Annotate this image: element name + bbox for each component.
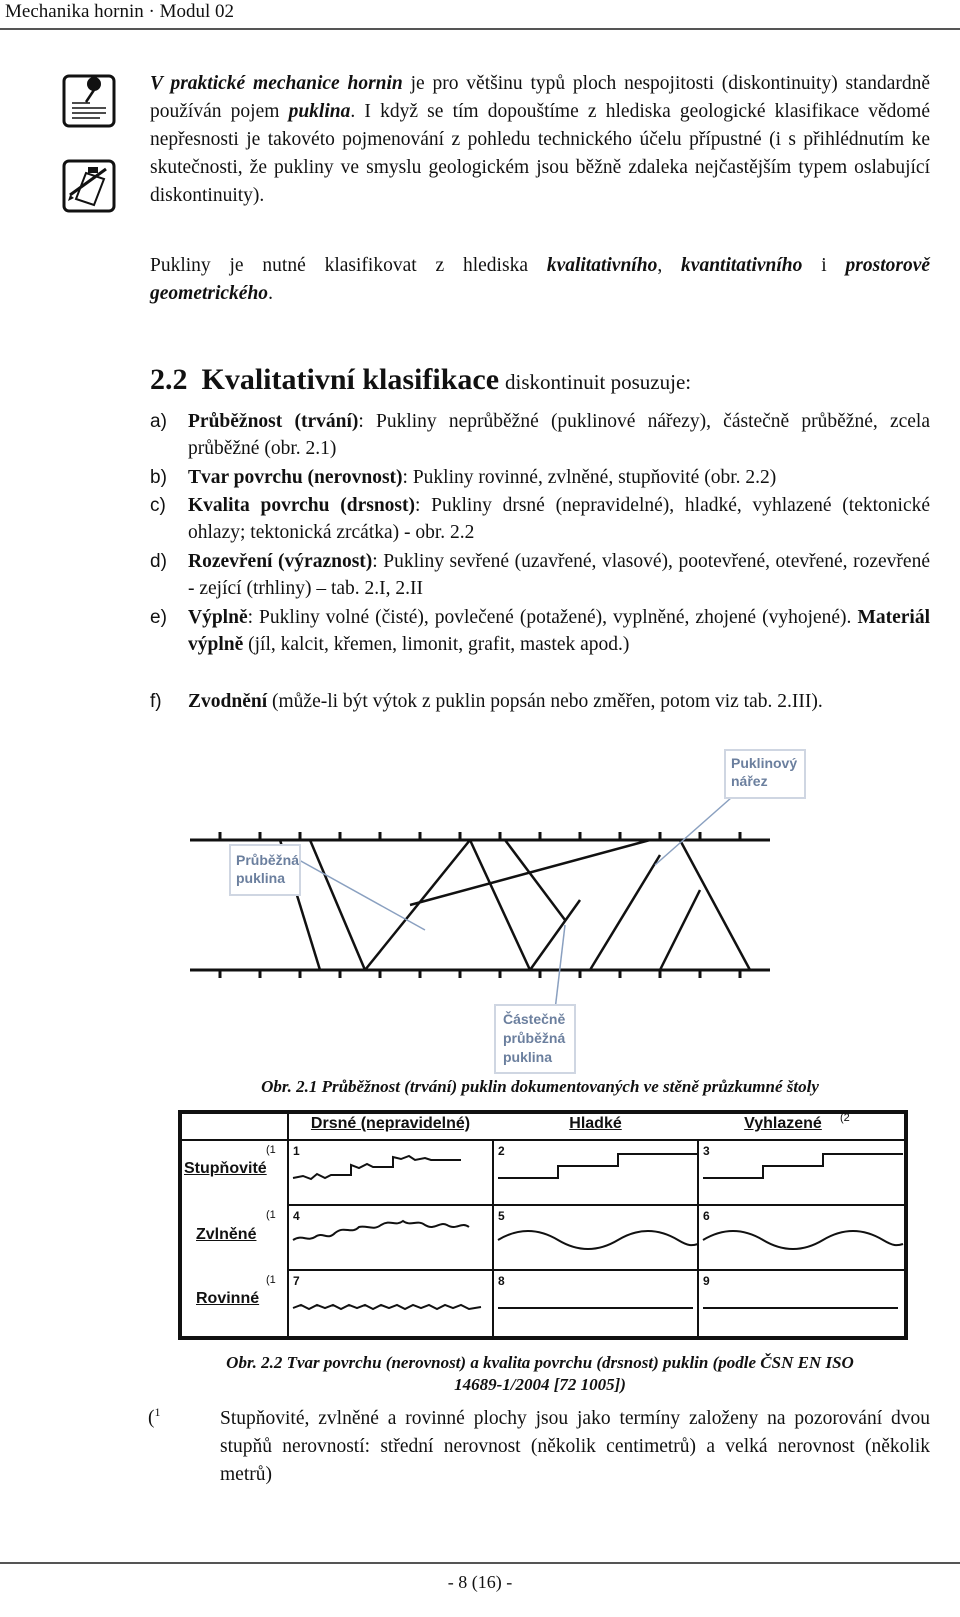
list-label: Kvalita povrchu (drsnost)	[188, 495, 415, 516]
section-subtitle: diskontinuit posuzuje:	[505, 370, 692, 394]
footnote-paren: (	[148, 1407, 155, 1429]
cell-number: 5	[498, 1209, 505, 1223]
section-number: 2.2	[150, 363, 188, 396]
figure-roughness-table	[178, 1110, 908, 1340]
intro-text-a: je pro většinu typů ploch nespojitosti (diskontinuity) standardně používán pojem	[150, 73, 931, 122]
figure2-caption-line2: 14689-1/2004 [72 1005])	[454, 1375, 626, 1394]
figure-continuity	[160, 740, 820, 1075]
footnote-text: Stupňovité, zvlněné a rovinné plochy jsou jako termíny založeny na pozorování dvou stupňů nerovností: střední nerovnost (několik centimetrů) a velká nerovnost (několik metrů)	[220, 1408, 930, 1485]
list-label: Průběžnost (trvání)	[188, 411, 359, 432]
header-rule	[0, 28, 960, 30]
list-text: : Pukliny neprůběžné (puklinové nářezy), částečně průběžné, zcela průběžné (obr. 2.1)	[188, 411, 930, 459]
list-text: : Pukliny drsné (nepravidelné), hladké, vyhlazené (tektonické ohlazy; tektonická zrcátka) - obr. 2.2	[188, 495, 930, 543]
list-item	[150, 492, 930, 546]
cell-number: 8	[498, 1274, 505, 1288]
label-line: Částečně	[503, 1011, 566, 1027]
cell-number: 3	[703, 1144, 710, 1158]
cell-number: 4	[293, 1209, 300, 1223]
cell-number: 7	[293, 1274, 300, 1288]
cell-number: 9	[703, 1274, 710, 1288]
cell-number: 2	[498, 1144, 505, 1158]
footnote-number: 1	[154, 1405, 161, 1419]
list-text: : Pukliny sevřené (uzavřené, vlasové), pootevřené, otevřené, rozevřené - zející (trhliny) – tab. 2.I, 2.II	[188, 551, 930, 599]
list-item	[150, 464, 930, 491]
list-item	[150, 688, 930, 715]
classification-text-a: Pukliny je nutné klasifikovat z hlediska	[150, 255, 547, 276]
list-letter: f)	[150, 691, 162, 712]
list-item	[150, 548, 930, 602]
list-letter: d)	[150, 551, 167, 572]
list-text-secondary: (jíl, kalcit, křemen, limonit, grafit, mastek apod.)	[243, 634, 630, 655]
list-label: Zvodnění	[188, 691, 268, 712]
intro-paragraph	[150, 70, 930, 210]
label-line: Puklinový	[731, 755, 798, 771]
column-header-smooth: Hladké	[569, 1115, 622, 1132]
header-title: Mechanika hornin · Modul 02	[5, 1, 235, 22]
pushpin-note-icon	[60, 70, 120, 130]
page-number: - 8 (16) -	[447, 1572, 513, 1592]
list-letter: e)	[150, 607, 167, 628]
page-header	[0, 0, 960, 44]
row-footnote-mark: (1	[266, 1144, 276, 1156]
label-line: průběžná	[503, 1030, 566, 1046]
column-footnote-mark: (2	[840, 1112, 850, 1124]
intro-text-b: . I když se tím dopouštíme z hlediska geologické klasifikace vědomé nepřesnosti je takovéto pojmenování z pohledu technického účelu přípustné (i s přihlédnutím ke skutečnosti, že pukliny ve smyslu geologickém jsou běžně zdaleka nejčastějším typem oslabující diskontinuity).	[150, 101, 931, 206]
figure2-caption-line1: Obr. 2.2 Tvar povrchu (nerovnost) a kvalita povrchu (drsnost) puklin (podle ČSN EN ISO	[226, 1353, 854, 1372]
list-label-secondary: Materiál výplně	[188, 607, 930, 655]
label-line: puklina	[503, 1049, 553, 1065]
section-heading	[150, 360, 930, 402]
list-text: (může-li být výtok z puklin popsán nebo změřen, potom viz tab. 2.III).	[267, 691, 823, 712]
classification-paragraph	[150, 252, 930, 308]
label-prubezna-puklina	[236, 851, 299, 887]
figure1-caption: Obr. 2.1 Průběžnost (trvání) puklin dokumentovaných ve stěně průzkumné štoly	[261, 1077, 819, 1096]
label-line: nářez	[731, 773, 768, 789]
list-letter: b)	[150, 467, 167, 488]
list-letter: a)	[150, 411, 167, 432]
cell-number: 6	[703, 1209, 710, 1223]
footnote-mark	[148, 1405, 161, 1430]
classification-text-e: i	[802, 255, 846, 276]
list-letter: c)	[150, 495, 166, 516]
cell-number: 1	[293, 1144, 300, 1158]
column-header-rough: Drsné (nepravidelné)	[310, 1115, 471, 1132]
term-quantitative: kvantitativního	[681, 255, 803, 276]
label-line: puklina	[236, 870, 286, 886]
row-label-planar: Rovinné	[196, 1290, 260, 1307]
list-label: Výplně	[188, 607, 248, 628]
label-puklinovy-narez	[731, 754, 797, 790]
label-castecne-prubezna	[503, 1010, 565, 1067]
label-line: Průběžná	[236, 852, 300, 868]
list-label: Tvar povrchu (nerovnost)	[188, 467, 403, 488]
footer-rule	[0, 1562, 960, 1564]
term-geometric: prostorově geometrického	[150, 255, 931, 304]
clipboard-pencil-icon	[60, 155, 120, 215]
column-header-polished: Vyhlazené	[744, 1115, 822, 1132]
list-item	[150, 604, 930, 658]
list-label: Rozevření (výraznost)	[188, 551, 373, 572]
intro-term: V praktické mechanice hornin	[150, 73, 403, 94]
classification-text-c: ,	[657, 255, 682, 276]
term-qualitative: kvalitativního	[546, 255, 658, 276]
list-text: : Pukliny rovinné, zvlněné, stupňovité (obr. 2.2)	[402, 467, 777, 488]
list-text: : Pukliny volné (čisté), povlečené (potažené), vyplněné, zhojené (vyhojené).	[247, 607, 858, 628]
section-title: Kvalitativní klasifikace	[201, 363, 500, 396]
row-footnote-mark: (1	[266, 1209, 276, 1221]
intro-term-puklina: puklina	[288, 101, 351, 122]
classification-text-g: .	[268, 283, 273, 304]
list-item	[150, 408, 930, 462]
row-label-stepped: Stupňovité	[184, 1160, 267, 1177]
row-footnote-mark: (1	[266, 1274, 276, 1286]
row-label-undulating: Zvlněné	[196, 1226, 257, 1243]
